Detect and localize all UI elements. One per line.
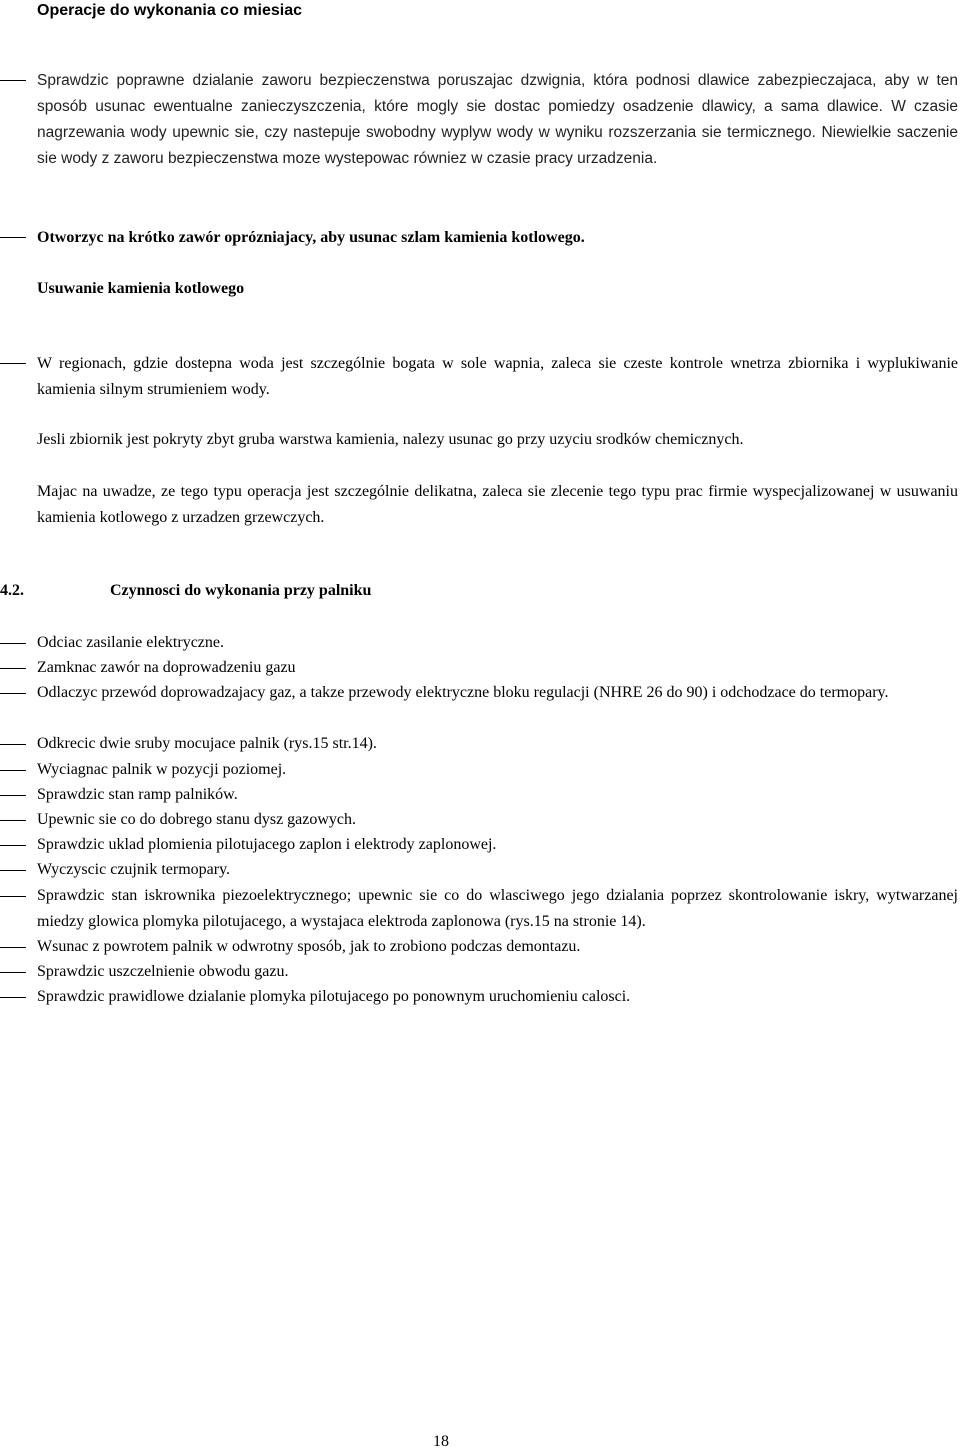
list-item <box>0 782 960 808</box>
list-item-text: Zamknac zawór na doprowadzeniu gazu <box>37 659 296 676</box>
list-item <box>0 630 960 656</box>
list-item-text: Odlaczyc przewód doprowadzajacy gaz, a takze przewody elektryczne bloku regulacji (NHRE 26 do 90) i odchodzace do termopary. <box>37 684 889 701</box>
section-title: Czynnosci do wykonania przy palniku <box>110 582 372 599</box>
paragraph-text: Majac na uwadze, ze tego typu operacja jest szczególnie delikatna, zaleca sie zlecenie tego typu prac firmie wyspecjalizowanej w usuwaniu kamienia kotlowego z urzadzen grzewczych. <box>37 483 958 526</box>
list-item-text: Odkrecic dwie sruby mocujace palnik (rys.15 str.14). <box>37 735 377 752</box>
list-item <box>0 857 960 883</box>
list-item <box>0 807 960 833</box>
list-item-text: Wyczyscic czujnik termopary. <box>37 861 231 878</box>
dash-bullet <box>0 744 26 745</box>
dash-bullet <box>0 845 26 846</box>
section-number: 4.2. <box>0 582 24 599</box>
list-item <box>0 225 960 251</box>
list-item <box>0 655 960 681</box>
list-item-text: Otworzyc na krótko zawór oprózniajacy, aby usunac szlam kamienia kotlowego. <box>37 229 585 246</box>
page-heading: Operacje do wykonania co miesiac <box>37 2 302 19</box>
list-item <box>0 68 960 172</box>
list-item <box>0 832 960 858</box>
list-item-text: Sprawdzic uklad plomienia pilotujacego zaplon i elektrody zaplonowej. <box>37 836 497 853</box>
dash-bullet <box>0 997 26 998</box>
dash-bullet <box>0 80 26 81</box>
dash-bullet <box>0 770 26 771</box>
page-number: 18 <box>433 1433 449 1450</box>
dash-bullet <box>0 820 26 821</box>
dash-bullet <box>0 947 26 948</box>
list-item <box>0 959 960 985</box>
list-item-text: Sprawdzic poprawne dzialanie zaworu bezpieczenstwa poruszajac dzwignia, która podnosi dlawice zabezpieczajaca, aby w ten sposób usunac ewentualne zanieczyszczenia, które mogly sie dostac pomiedzy osadzenie dlawicy, a sama dlawice. W czasie nagrzewania wody upewnic sie, czy nastepuje swobodny wyplyw wody w wyniku rozszerzania sie termicznego. Niewielkie saczenie sie wody z zaworu bezpieczenstwa moze wystepowac równiez w czasie pracy urzadzenia. <box>37 72 958 167</box>
dash-bullet <box>0 795 26 796</box>
paragraph <box>0 427 960 453</box>
dash-bullet <box>0 896 26 897</box>
list-item <box>0 731 960 757</box>
list-item-text: Sprawdzic stan ramp palników. <box>37 786 238 803</box>
dash-bullet <box>0 693 26 694</box>
list-item <box>0 757 960 783</box>
dash-bullet <box>0 237 26 238</box>
subsection-heading <box>0 276 960 302</box>
dash-bullet <box>0 668 26 669</box>
list-item-text: W regionach, gdzie dostepna woda jest szczególnie bogata w sole wapnia, zaleca sie czeste kontrole wnetrza zbiornika i wyplukiwanie kamienia silnym strumieniem wody. <box>37 355 958 398</box>
dash-bullet <box>0 363 26 364</box>
list-item-text: Wyciagnac palnik w pozycji poziomej. <box>37 761 287 778</box>
paragraph <box>0 479 960 531</box>
list-item-text: Upewnic sie co do dobrego stanu dysz gazowych. <box>37 811 357 828</box>
subsection-heading-text: Usuwanie kamienia kotlowego <box>37 280 245 297</box>
list-item-text: Sprawdzic uszczelnienie obwodu gazu. <box>37 963 289 980</box>
dash-bullet <box>0 643 26 644</box>
list-item <box>0 934 960 960</box>
dash-bullet <box>0 870 26 871</box>
list-item <box>0 883 960 935</box>
list-item <box>0 351 960 403</box>
paragraph-text: Jesli zbiornik jest pokryty zbyt gruba warstwa kamienia, nalezy usunac go przy uzyciu srodków chemicznych. <box>37 431 744 448</box>
list-item-text: Sprawdzic stan iskrownika piezoelektrycznego; upewnic sie co do wlasciwego jego dzialania poprzez skontrolowanie iskry, wytwarzanej miedzy glowica plomyka pilotujacego, a wystajaca elektroda zaplonowa (rys.15 na stronie 14). <box>37 887 958 930</box>
list-item-text: Sprawdzic prawidlowe dzialanie plomyka pilotujacego po ponownym uruchomieniu calosci. <box>37 988 631 1005</box>
list-item-text: Wsunac z powrotem palnik w odwrotny sposób, jak to zrobiono podczas demontazu. <box>37 938 581 955</box>
dash-bullet <box>0 972 26 973</box>
list-item-text: Odciac zasilanie elektryczne. <box>37 634 224 651</box>
list-item <box>0 680 960 706</box>
list-item <box>0 984 960 1010</box>
